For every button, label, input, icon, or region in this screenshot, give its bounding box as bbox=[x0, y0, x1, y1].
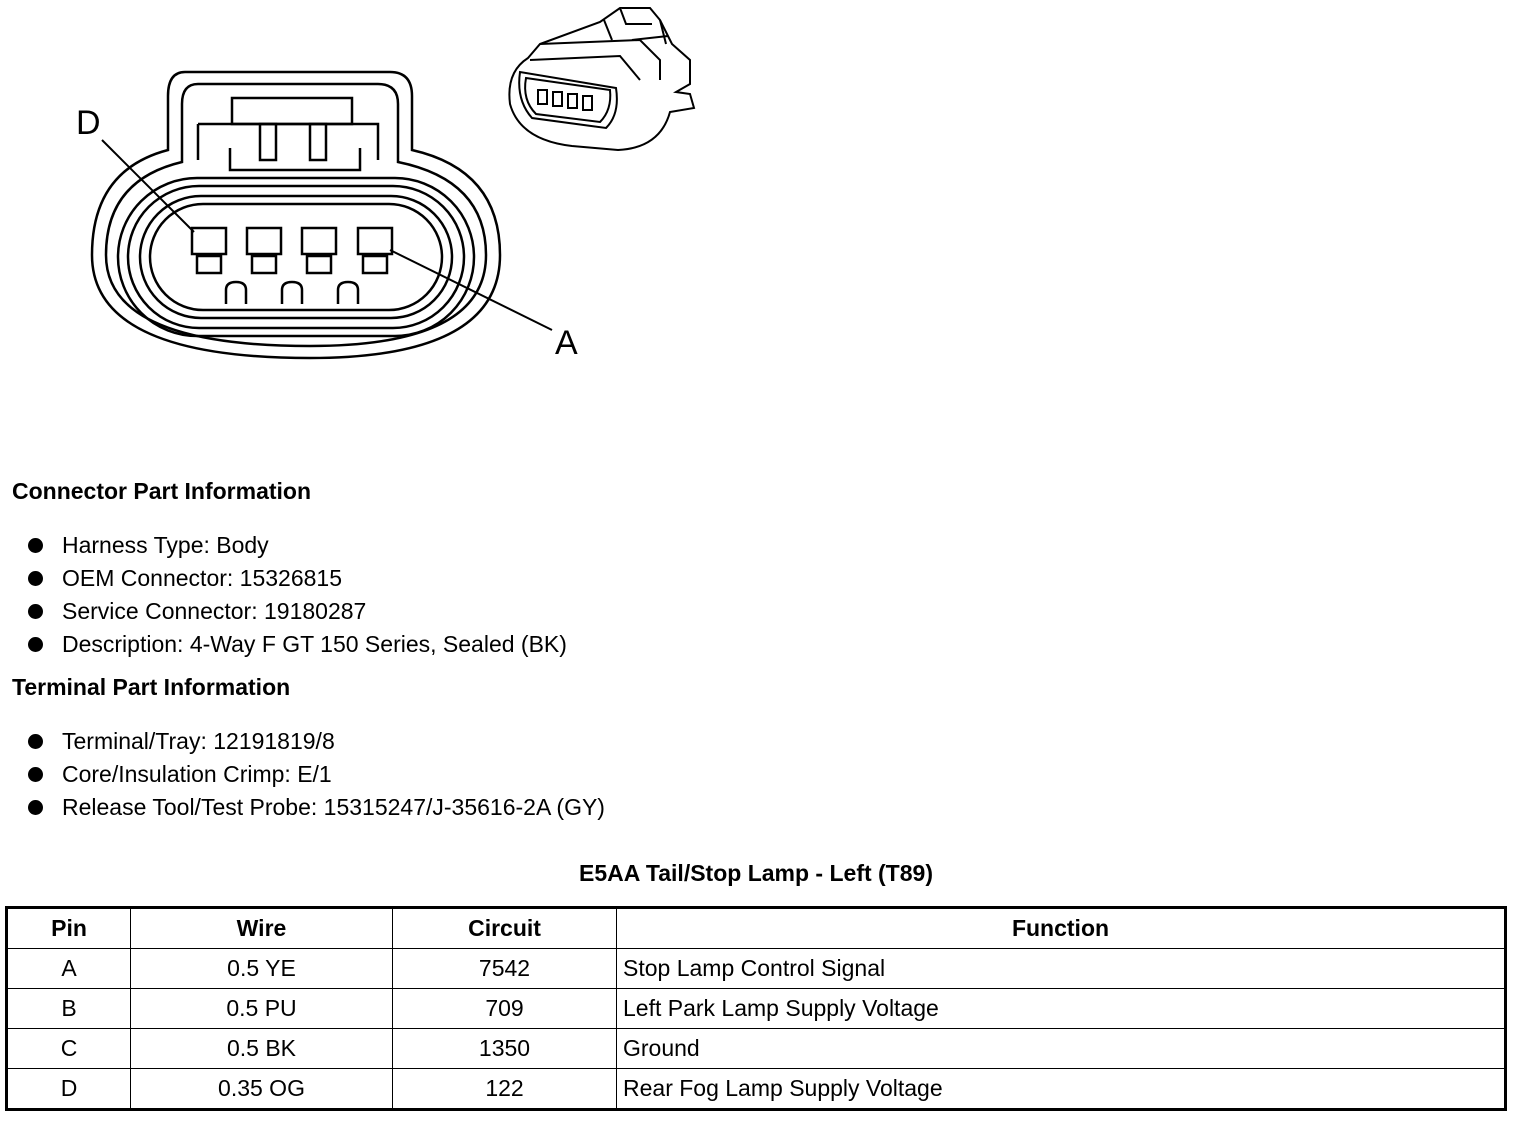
header-function: Function bbox=[617, 908, 1506, 949]
table-row bbox=[7, 949, 1506, 989]
bullet-icon bbox=[28, 767, 43, 782]
bullet-icon bbox=[28, 538, 43, 553]
table-row bbox=[7, 1069, 1506, 1110]
bullet-icon bbox=[28, 734, 43, 749]
list-item: Description: 4-Way F GT 150 Series, Sealed (BK) bbox=[28, 628, 567, 661]
list-item: Service Connector: 19180287 bbox=[28, 595, 567, 628]
header-pin: Pin bbox=[7, 908, 131, 949]
cell-function: Ground bbox=[617, 1029, 1506, 1069]
list-item: Harness Type: Body bbox=[28, 529, 567, 562]
cell-circuit: 7542 bbox=[393, 949, 617, 989]
table-title: E5AA Tail/Stop Lamp - Left (T89) bbox=[579, 860, 933, 886]
terminal-info-list bbox=[28, 725, 605, 824]
cell-wire: 0.5 YE bbox=[131, 949, 393, 989]
list-item: Release Tool/Test Probe: 15315247/J-35616-2A (GY) bbox=[28, 791, 605, 824]
cell-function: Left Park Lamp Supply Voltage bbox=[617, 989, 1506, 1029]
terminal-cavities bbox=[192, 228, 392, 304]
pin-label-d: D bbox=[76, 104, 101, 142]
cell-circuit: 1350 bbox=[393, 1029, 617, 1069]
connector-info-title: Connector Part Information bbox=[12, 478, 312, 504]
connector-diagram bbox=[0, 0, 760, 420]
table-header-row bbox=[7, 908, 1506, 949]
list-item: Terminal/Tray: 12191819/8 bbox=[28, 725, 605, 758]
cell-pin: B bbox=[7, 989, 131, 1029]
list-item: OEM Connector: 15326815 bbox=[28, 562, 567, 595]
cell-function: Stop Lamp Control Signal bbox=[617, 949, 1506, 989]
bullet-icon bbox=[28, 571, 43, 586]
cell-pin: A bbox=[7, 949, 131, 989]
bullet-icon bbox=[28, 800, 43, 815]
cell-circuit: 709 bbox=[393, 989, 617, 1029]
header-wire: Wire bbox=[131, 908, 393, 949]
cell-wire: 0.35 OG bbox=[131, 1069, 393, 1110]
pinout-table bbox=[5, 906, 1507, 1111]
cell-wire: 0.5 BK bbox=[131, 1029, 393, 1069]
cell-function: Rear Fog Lamp Supply Voltage bbox=[617, 1069, 1506, 1110]
pin-label-a: A bbox=[555, 324, 578, 362]
header-circuit: Circuit bbox=[393, 908, 617, 949]
leader-line-d bbox=[102, 140, 194, 232]
bullet-icon bbox=[28, 604, 43, 619]
table-row bbox=[7, 989, 1506, 1029]
bullet-icon bbox=[28, 637, 43, 652]
connector-face-drawing bbox=[92, 72, 500, 358]
connector-info-list bbox=[28, 529, 567, 661]
leader-line-a bbox=[390, 250, 552, 330]
cell-pin: C bbox=[7, 1029, 131, 1069]
cell-pin: D bbox=[7, 1069, 131, 1110]
cell-circuit: 122 bbox=[393, 1069, 617, 1110]
list-item: Core/Insulation Crimp: E/1 bbox=[28, 758, 605, 791]
table-row bbox=[7, 1029, 1506, 1069]
terminal-info-title: Terminal Part Information bbox=[12, 674, 291, 700]
connector-illustration bbox=[509, 8, 694, 150]
cell-wire: 0.5 PU bbox=[131, 989, 393, 1029]
